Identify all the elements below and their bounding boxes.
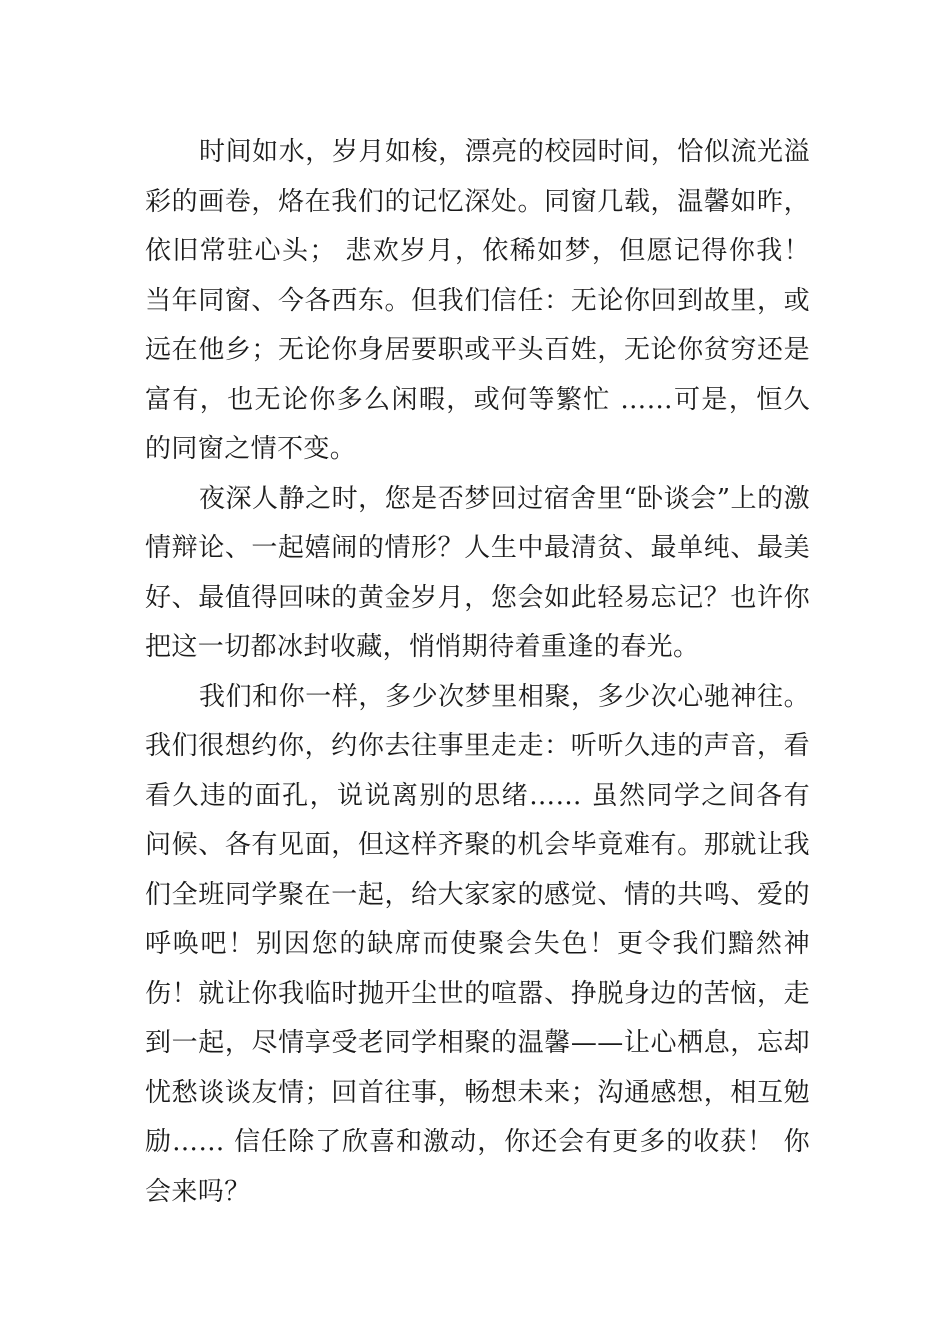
document-body <box>145 128 810 1217</box>
paragraph-2: 夜深人静之时，您是否梦回过宿舍里“卧谈会”上的激情辩论、一起嬉闹的情形？人生中最清贫、最单纯、最美好、最值得回味的黄金岁月，您会如此轻易忘记？也许你把这一切都冰封收藏，悄悄期待着重逢的春光。 <box>145 483 810 662</box>
paragraph-3: 我们和你一样，多少次梦里相聚，多少次心驰神往。我们很想约你，约你去往事里走走：听听久违的声音，看看久违的面孔，说说离别的思绪…… 虽然同学之间各有问候、各有见面，但这样齐聚的机会毕竟难有。那就让我们全班同学聚在一起，给大家家的感觉、情的共鸣、爱的呼唤吧！别因您的缺席而使聚会失色！更令我们黯然神伤！就让你我临时抛开尘世的喧嚣、挣脱身边的苦恼，走到一起，尽情享受老同学相聚的温馨——让心栖息，忘却忧愁谈谈友情；回首往事，畅想未来；沟通感想，相互勉励…… 信任除了欣喜和激动，你还会有更多的收获！ 你会来吗？ <box>145 681 810 1207</box>
paragraph-1: 时间如水，岁月如梭，漂亮的校园时间，恰似流光溢彩的画卷，烙在我们的记忆深处。同窗几载，温馨如昨，依旧常驻心头； 悲欢岁月，依稀如梦，但愿记得你我！当年同窗、今各西东。但我们信任：无论你回到故里，或远在他乡；无论你身居要职或平头百姓，无论你贫穷还是富有，也无论你多么闲暇，或何等繁忙 ……可是，恒久的同窗之情不变。 <box>145 137 810 464</box>
